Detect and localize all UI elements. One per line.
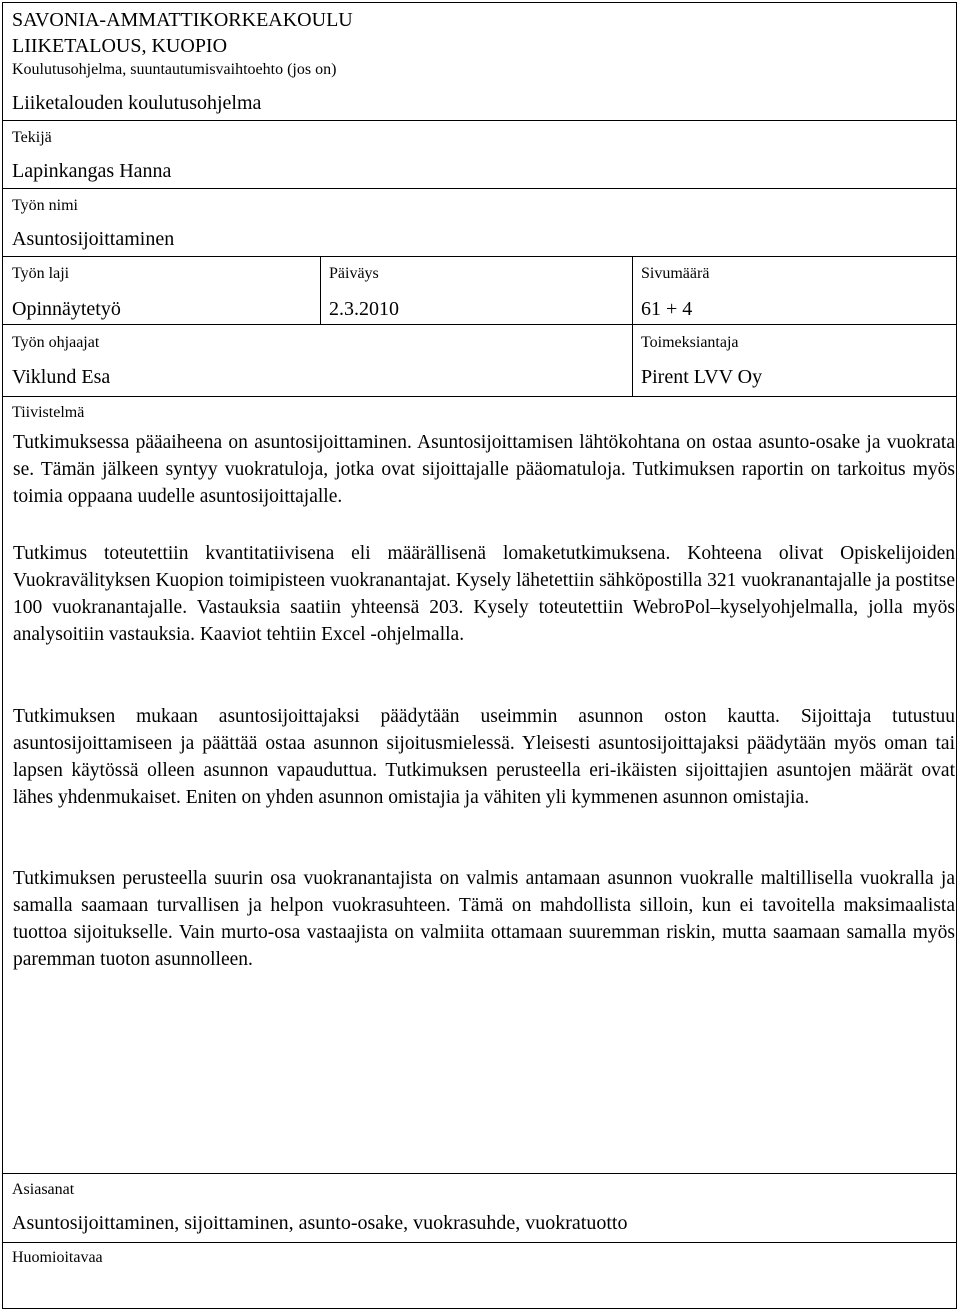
abstract-paragraph: Tutkimuksessa pääaiheena on asuntosijoittaminen. Asuntosijoittamisen lähtökohtana on ostaa asunto-osake ja vuokrata se. Tämän jälkeen syntyy vuokratuloja, jotka ovat sijoittajalle pääomatuloja. Tutkimuksen raportin on tarkoitus myös toimia oppaana uudelle asuntosijoittajalle. bbox=[13, 432, 955, 507]
author-section bbox=[2, 120, 957, 188]
keywords-label: Asiasanat bbox=[12, 1181, 75, 1198]
date-cell bbox=[320, 256, 632, 324]
pages-value: 61 + 4 bbox=[641, 298, 693, 320]
supervisor-cell bbox=[2, 324, 632, 396]
pages-label: Sivumäärä bbox=[641, 265, 710, 282]
abstract-form bbox=[2, 2, 957, 1309]
header-section bbox=[2, 2, 957, 120]
author-value: Lapinkangas Hanna bbox=[12, 160, 172, 182]
notes-section bbox=[2, 1242, 957, 1309]
unit-name: LIIKETALOUS, KUOPIO bbox=[12, 35, 228, 57]
supervisor-value: Viklund Esa bbox=[12, 366, 111, 388]
type-label: Työn laji bbox=[12, 265, 70, 282]
notes-label: Huomioitavaa bbox=[12, 1249, 103, 1266]
abstract-label: Tiivistelmä bbox=[12, 404, 85, 421]
supervisor-label: Työn ohjaajat bbox=[12, 334, 100, 351]
commissioner-cell bbox=[632, 324, 957, 396]
date-label: Päiväys bbox=[329, 265, 379, 282]
keywords-section bbox=[2, 1173, 957, 1242]
program-label: Koulutusohjelma, suuntautumisvaihtoehto (jos on) bbox=[12, 61, 337, 78]
commissioner-label: Toimeksiantaja bbox=[641, 334, 739, 351]
abstract-section bbox=[2, 396, 957, 1173]
abstract-paragraph: Tutkimuksen perusteella suurin osa vuokranantajista on valmis antamaan asunnon vuokralle maltillisella vuokralla ja samalla saamaan turvallisen ja helpon vuokrasuhteen. Tämä on mahdollista silloin, kun ei tavoitella maksimaalista tuottoa sijoitukselle. Vain murto-osa vastaajista on valmiita ottamaan suuremman riskin, mutta saamaan samalla myös paremman tuoton asunnolleen. bbox=[13, 868, 955, 970]
title-section bbox=[2, 188, 957, 256]
type-value: Opinnäytetyö bbox=[12, 298, 121, 320]
date-value: 2.3.2010 bbox=[329, 298, 399, 320]
abstract-paragraph: Tutkimus toteutettiin kvantitatiivisena eli määrällisenä lomaketutkimuksena. Kohteena olivat Opiskelijoiden Vuokravälityksen Kuopion toimipisteen vuokranantajat. Kysely lähetettiin sähköpostilla 321 vuokranantajalle ja postitse 100 vuokranantajalle. Vastauksia saatiin yhteensä 203. Kysely toteutettiin WebroPol–kyselyohjelmalla, jolla myös analysoitiin vastauksia. Kaaviot tehtiin Excel -ohjelmalla. bbox=[13, 543, 955, 645]
title-label: Työn nimi bbox=[12, 197, 78, 214]
keywords-value: Asuntosijoittaminen, sijoittaminen, asunto-osake, vuokrasuhde, vuokratuotto bbox=[12, 1212, 628, 1234]
pages-cell bbox=[632, 256, 957, 324]
abstract-paragraph: Tutkimuksen mukaan asuntosijoittajaksi päädytään useimmin asunnon oston kautta. Sijoittaja tutustuu asuntosijoittamiseen ja päättää ostaa asunnon sijoitusmielessä. Yleisesti asuntosijoittajaksi päädytään myös oman tai lapsen käytössä olleen asunnon vapauduttua. Tutkimuksen perusteella eri-ikäisten sijoittajien asuntojen määrät ovat lähes yhdenmukaiset. Eniten on yhden asunnon omistajia ja vähiten yli kymmenen asunnon omistajia. bbox=[13, 706, 955, 808]
type-cell bbox=[2, 256, 320, 324]
school-name: SAVONIA-AMMATTIKORKEAKOULU bbox=[12, 9, 353, 31]
title-value: Asuntosijoittaminen bbox=[12, 228, 175, 250]
program-value: Liiketalouden koulutusohjelma bbox=[12, 92, 262, 114]
author-label: Tekijä bbox=[12, 129, 52, 146]
commissioner-value: Pirent LVV Oy bbox=[641, 366, 763, 388]
